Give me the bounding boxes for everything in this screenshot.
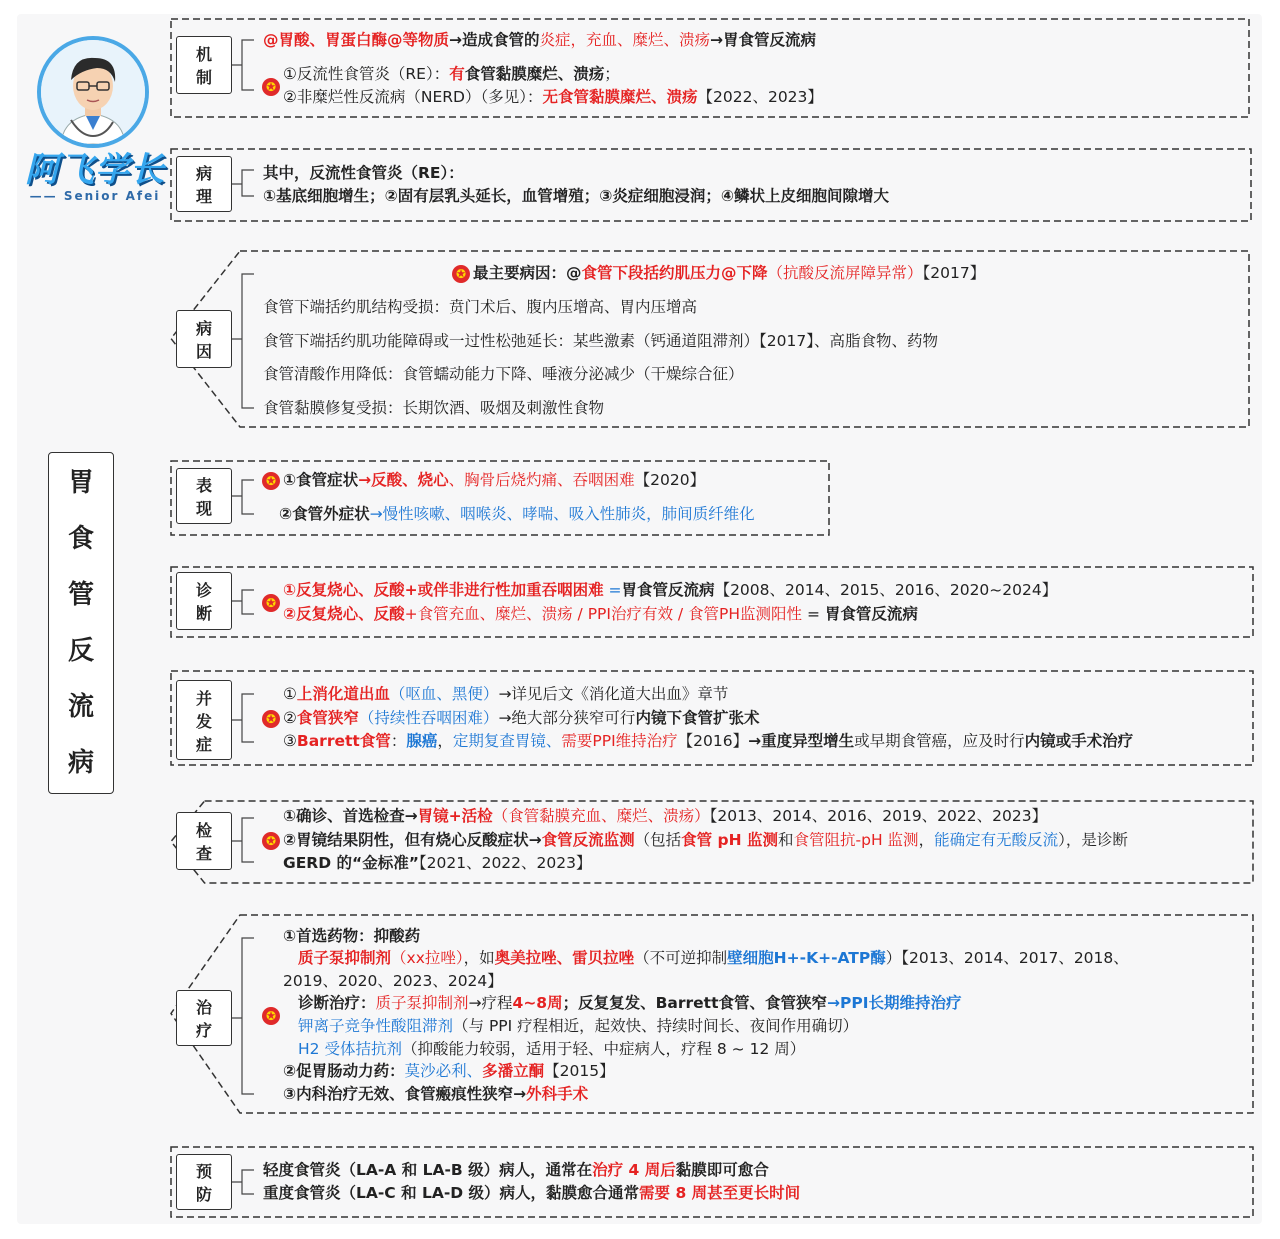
text-segment: ② bbox=[283, 709, 297, 727]
text-segment: （不可逆抑制 bbox=[634, 949, 728, 967]
branch-text-line bbox=[283, 63, 620, 85]
branch-text-line bbox=[298, 992, 961, 1014]
text-segment: ①首选药物：抑酸药 bbox=[283, 927, 421, 945]
branch-label-char: 表 bbox=[195, 476, 212, 495]
branch-label-char: 预 bbox=[195, 1162, 212, 1181]
text-segment: 【2021、2022、2023】 bbox=[418, 854, 592, 872]
branch-text-line bbox=[263, 296, 697, 318]
text-segment: GERD 的“金标准” bbox=[283, 854, 419, 872]
branch-text-line bbox=[263, 1182, 800, 1204]
text-segment: 质子泵抑制剂 bbox=[375, 994, 469, 1012]
branch-zhenduan bbox=[170, 566, 1254, 638]
text-segment: （呕血、黑便） bbox=[389, 685, 499, 703]
text-segment: 食管清酸作用降低：食管蠕动能力下降、唾液分泌减少（干燥综合征） bbox=[263, 365, 744, 383]
text-segment: 食管黏膜修复受损：长期饮酒、吸烟及刺激性食物 bbox=[263, 399, 605, 417]
branch-label-char: 防 bbox=[195, 1185, 212, 1204]
text-segment: ②促胃肠动力药： bbox=[283, 1062, 405, 1080]
text-segment: →慢性咳嗽、咽喉炎、哮喘、吸入性肺炎，肺间质纤维化 bbox=[369, 505, 755, 523]
text-segment: ①反流性食管炎（RE）： bbox=[283, 65, 450, 83]
text-segment: ③内科治疗无效、食管瘢痕性狭窄→ bbox=[283, 1085, 527, 1103]
text-segment: 能确定有无酸反流 bbox=[934, 831, 1059, 849]
text-segment: 、胸骨后烧灼痛、吞咽困难 bbox=[448, 471, 635, 489]
text-segment: ； bbox=[604, 65, 620, 83]
text-segment: 胃食管反流病 bbox=[824, 605, 918, 623]
text-segment: +食管充血、糜烂、溃疡 / PPI治疗有效 / 食管PH监测阳性 bbox=[404, 605, 803, 623]
text-segment: 或早期食管癌，应及时行 bbox=[854, 732, 1025, 750]
branch-bingli bbox=[170, 148, 1252, 222]
branch-label-bingli bbox=[176, 156, 232, 212]
title-char: 流 bbox=[67, 692, 94, 722]
branch-text-line bbox=[283, 86, 823, 108]
branch-label-jizhi bbox=[176, 36, 232, 94]
text-segment: 轻度食管炎（LA-A 和 LA-B 级）病人，通常在 bbox=[263, 1161, 593, 1179]
text-segment: →胃食管反流病 bbox=[710, 31, 817, 49]
text-segment: 质子泵抑制剂 bbox=[298, 949, 392, 967]
branch-label-char: 断 bbox=[195, 604, 212, 623]
text-segment: ②反复烧心、反酸 bbox=[283, 605, 405, 623]
title-char: 管 bbox=[67, 580, 94, 610]
branch-text-line bbox=[283, 469, 705, 491]
text-segment: 重度食管炎（LA-C 和 LA-D 级）病人，黏膜愈合通常 bbox=[263, 1184, 640, 1202]
text-segment: ， bbox=[918, 831, 935, 849]
text-segment: 有 bbox=[449, 65, 465, 83]
text-segment: ③ bbox=[283, 732, 297, 750]
text-segment: 定期复查胃镜、 bbox=[452, 732, 562, 750]
text-segment: →重度异型增生 bbox=[748, 732, 855, 750]
branch-label-char: 现 bbox=[195, 499, 212, 518]
text-segment: 莫沙必利、 bbox=[404, 1062, 483, 1080]
branch-text-line bbox=[283, 683, 728, 705]
text-segment: 内镜或手术治疗 bbox=[1024, 732, 1134, 750]
branch-label-char: 症 bbox=[195, 734, 212, 754]
text-segment: 【2022、2023】 bbox=[697, 88, 823, 106]
branch-text-line bbox=[263, 1159, 769, 1181]
text-segment: ①反复烧心、反酸+或伴非进行性加重吞咽困难 bbox=[283, 581, 604, 599]
text-segment: ①确诊、首选检查→ bbox=[283, 807, 418, 825]
branch-label-char: 查 bbox=[195, 844, 212, 863]
text-segment: ②胃镜结果阴性，但有烧心反酸症状→ bbox=[283, 831, 542, 849]
branch-yufang bbox=[170, 1146, 1254, 1218]
branch-zhiliao bbox=[170, 914, 1254, 1114]
text-segment: 食管下端括约肌功能障碍或一过性松弛延长：某些激素（钙通道阻滞剂）【2017】、高脂食物、药物 bbox=[263, 332, 938, 350]
branch-text-line bbox=[473, 262, 985, 284]
key-point-star-icon: ✪ bbox=[452, 265, 470, 283]
branch-label-char: 病 bbox=[195, 164, 212, 183]
branch-bingfa bbox=[170, 670, 1254, 766]
text-segment: 炎症，充血、糜烂、溃疡 bbox=[539, 31, 711, 49]
text-segment: 需要PPI维持治疗 bbox=[561, 732, 678, 750]
key-point-star-icon: ✪ bbox=[262, 594, 280, 612]
title-char: 胃 bbox=[67, 468, 94, 498]
text-segment: ），是诊断 bbox=[1058, 831, 1128, 849]
text-segment: ，如 bbox=[463, 949, 495, 967]
branch-label-char: 病 bbox=[195, 319, 212, 338]
branch-text-line bbox=[298, 1015, 858, 1037]
text-segment: 外科手术 bbox=[526, 1085, 589, 1103]
branch-jizhi bbox=[170, 18, 1250, 118]
branch-text-line bbox=[283, 579, 1057, 601]
branch-text-line bbox=[279, 503, 755, 525]
text-segment: →造成食管的 bbox=[449, 31, 540, 49]
branch-text-line bbox=[283, 829, 1128, 851]
branch-text-line bbox=[283, 603, 918, 625]
branch-label-char: 并 bbox=[195, 688, 212, 708]
branch-label-char: 疗 bbox=[195, 1021, 212, 1040]
branch-text-line bbox=[263, 363, 744, 385]
text-segment: （包括 bbox=[634, 831, 682, 849]
text-segment: →详见后文《消化道大出血》章节 bbox=[498, 685, 729, 703]
text-segment: 腺癌 bbox=[406, 732, 438, 750]
branch-label-char: 诊 bbox=[195, 581, 212, 600]
branch-label-jiancha bbox=[176, 812, 232, 870]
text-segment: 食管 pH 监测 bbox=[681, 831, 779, 849]
key-point-star-icon: ✪ bbox=[262, 472, 280, 490]
branch-text-line bbox=[298, 1038, 805, 1060]
text-segment: （持续性吞咽困难） bbox=[358, 709, 499, 727]
brand-subtitle: —— Senior Afei bbox=[29, 189, 161, 203]
branch-bingyin bbox=[170, 250, 1250, 428]
branch-text-line bbox=[298, 947, 1129, 969]
key-point-star-icon: ✪ bbox=[262, 1007, 280, 1025]
text-segment: →反酸、烧心 bbox=[358, 471, 449, 489]
branch-text-line bbox=[283, 730, 1133, 752]
branch-text-line bbox=[263, 330, 938, 352]
brand-logo bbox=[20, 142, 170, 203]
text-segment: ②非糜烂性反流病（NERD）（多见）： bbox=[283, 88, 543, 106]
branch-label-bingfa bbox=[176, 680, 232, 760]
title-char: 病 bbox=[67, 748, 94, 778]
text-segment: 钾离子竞争性酸阻滞剂 bbox=[298, 1017, 454, 1035]
text-segment: →PPI长期维持治疗 bbox=[827, 994, 962, 1012]
text-segment: H2 受体拮抗剂 bbox=[298, 1040, 402, 1058]
text-segment: （xx拉唑） bbox=[391, 949, 464, 967]
text-segment: （抗酸反流屏障异常） bbox=[767, 264, 923, 282]
text-segment: 【2016】 bbox=[677, 732, 749, 750]
avatar-illustration bbox=[41, 40, 145, 144]
branch-label-zhiliao bbox=[176, 990, 232, 1046]
avatar bbox=[37, 36, 149, 148]
text-segment: 【2015】 bbox=[544, 1062, 615, 1080]
text-segment: 食管下端括约肌结构受损：贲门术后、腹内压增高、胃内压增高 bbox=[263, 298, 698, 316]
branch-label-char: 因 bbox=[195, 342, 212, 361]
branch-text-line bbox=[283, 852, 591, 874]
text-segment: 食管狭窄 bbox=[296, 709, 359, 727]
text-segment: 【2008、2014、2015、2016、2020~2024】 bbox=[714, 581, 1058, 599]
text-segment: = bbox=[802, 605, 825, 623]
branch-text-line bbox=[283, 925, 420, 947]
text-segment: 胃镜+活检 bbox=[417, 807, 493, 825]
text-segment: 多潘立酮 bbox=[482, 1062, 545, 1080]
text-segment: 2019、2020、2023、2024】 bbox=[283, 972, 503, 990]
branch-text-line bbox=[283, 707, 759, 729]
text-segment: 食管反流监测 bbox=[541, 831, 635, 849]
text-segment: （抑酸能力较弱，适用于轻、中症病人，疗程 8 ~ 12 周） bbox=[401, 1040, 806, 1058]
text-segment: →疗程 bbox=[468, 994, 513, 1012]
text-segment: 食管下段括约肌压力@下降 bbox=[581, 264, 768, 282]
branch-text-line bbox=[263, 397, 604, 419]
text-segment: 无食管黏膜糜烂、溃疡 bbox=[542, 88, 698, 106]
branch-label-yufang bbox=[176, 1154, 232, 1210]
text-segment: 治疗 4 周后 bbox=[592, 1161, 676, 1179]
branch-text-line bbox=[283, 970, 503, 992]
text-segment: = bbox=[603, 581, 622, 599]
branch-label-char: 制 bbox=[195, 68, 212, 87]
text-segment: 食管黏膜糜烂、溃疡 bbox=[464, 65, 605, 83]
text-segment: ①食管症状 bbox=[283, 471, 359, 489]
text-segment: ②食管外症状 bbox=[279, 505, 370, 523]
key-point-star-icon: ✪ bbox=[262, 710, 280, 728]
text-segment: ）【2013、2014、2017、2018、 bbox=[885, 949, 1129, 967]
branch-label-char: 治 bbox=[195, 998, 212, 1017]
text-segment: 和 bbox=[778, 831, 794, 849]
text-segment: 诊断治疗： bbox=[298, 994, 376, 1012]
branch-label-char: 检 bbox=[195, 821, 212, 840]
branch-text-line bbox=[263, 29, 816, 51]
branch-text-line bbox=[263, 162, 464, 184]
branch-label-zhenduan bbox=[176, 572, 232, 630]
text-segment: 食管阻抗-pH 监测 bbox=[793, 831, 919, 849]
text-segment: →绝大部分狭窄可行 bbox=[498, 709, 636, 727]
text-segment: 内镜下食管扩张术 bbox=[635, 709, 760, 727]
branch-label-char: 理 bbox=[195, 187, 212, 206]
text-segment: ① bbox=[283, 685, 297, 703]
branch-text-line bbox=[263, 185, 889, 207]
text-segment: ， bbox=[437, 732, 453, 750]
branch-label-bingyin bbox=[176, 310, 232, 368]
branch-text-line bbox=[283, 1083, 588, 1105]
branch-label-biaoxian bbox=[176, 468, 232, 524]
branch-jiancha bbox=[170, 800, 1254, 884]
text-segment: 上消化道出血 bbox=[296, 685, 390, 703]
text-segment: 壁细胞H+-K+-ATP酶 bbox=[727, 949, 886, 967]
text-segment: 【2013、2014、2016、2019、2022、2023】 bbox=[709, 807, 1048, 825]
branch-label-char: 发 bbox=[195, 711, 212, 731]
brand-name: 阿飞学长 bbox=[25, 150, 165, 190]
text-segment: 其中，反流性食管炎（RE）： bbox=[263, 164, 464, 182]
key-point-star-icon: ✪ bbox=[262, 832, 280, 850]
branch-biaoxian bbox=[170, 460, 830, 536]
branch-text-line bbox=[283, 805, 1047, 827]
main-title bbox=[48, 452, 114, 794]
text-segment: 胃食管反流病 bbox=[621, 581, 715, 599]
text-segment: ： bbox=[390, 732, 407, 750]
title-char: 食 bbox=[67, 524, 94, 554]
branch-frame bbox=[170, 566, 1254, 638]
text-segment: 4~8周 bbox=[512, 994, 563, 1012]
branch-text-line bbox=[283, 1060, 615, 1082]
text-segment: Barrett食管 bbox=[296, 732, 391, 750]
text-segment: ①基底细胞增生；②固有层乳头延长，血管增殖；③炎症细胞浸润；④鳞状上皮细胞间隙增大 bbox=[263, 187, 889, 205]
key-point-star-icon: ✪ bbox=[262, 78, 280, 96]
text-segment: 黏膜即可愈合 bbox=[675, 1161, 769, 1179]
text-segment: 奥美拉唑、雷贝拉唑 bbox=[494, 949, 635, 967]
text-segment: ；反复复发、Barrett食管、食管狭窄 bbox=[562, 994, 827, 1012]
text-segment: 需要 8 周甚至更长时间 bbox=[639, 1184, 801, 1202]
title-char: 反 bbox=[67, 636, 94, 666]
text-segment: （与 PPI 疗程相近，起效快、持续时间长、夜间作用确切） bbox=[453, 1017, 859, 1035]
text-segment: （食管黏膜充血、糜烂、溃疡） bbox=[492, 807, 710, 825]
text-segment: 【2017】 bbox=[922, 264, 986, 282]
text-segment: @胃酸、胃蛋白酶@等物质 bbox=[263, 31, 450, 49]
text-segment: 【2020】 bbox=[634, 471, 706, 489]
text-segment: 最主要病因：@ bbox=[473, 264, 582, 282]
branch-label-char: 机 bbox=[195, 45, 212, 64]
